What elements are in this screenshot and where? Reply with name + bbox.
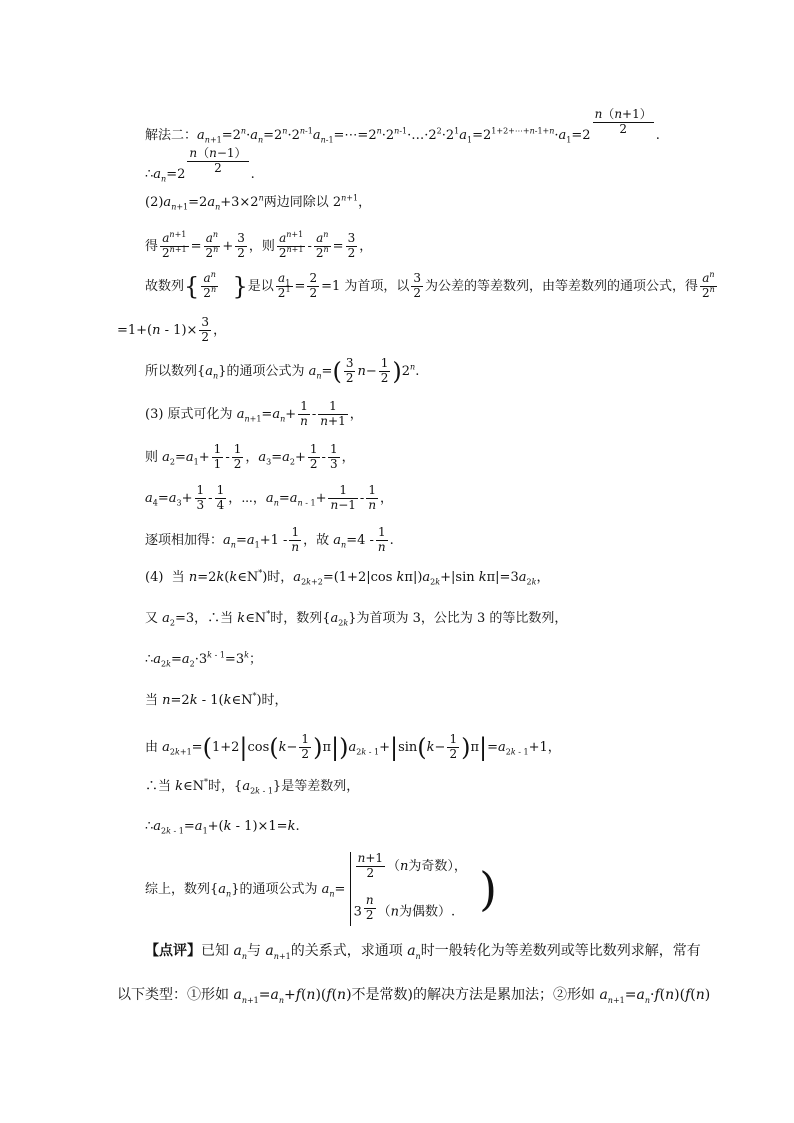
final-summary-line: 综上，数列$\{a_n\}$的通项公式为 $a_n=$ $\frac{n+1}{2}$ （n为奇数）， 3 $^{\frac{n}{2}}$ （n为偶数）. )	[145, 852, 497, 926]
telescoping-terms-line-2: $a_4=a_3+$ $\frac{1}{3}$ - $\frac{1}{4}$ ，⋯，$a_n=a_{n - 1}+$ $\frac{1}{n-1}$ - $\frac{1}{n}$ ，	[145, 483, 394, 512]
arithmetic-sequence-line: 故数列{ $\frac{a^n}{2^n}$ }是以 $\frac{a_1}{2^1}$ = $\frac{2}{2}$ =1 为首项，以 $\frac{3}{2}$ 为公差的等差数列，由等差数列的通项公式，得 $\frac{a^n}{2^n}$	[145, 270, 715, 301]
odd-term-result-line: $\therefore a_{2k - 1}=a_1+(k - 1)\times 1=k$.	[145, 819, 300, 836]
odd-recursion-line: 由 $a_{2k+1}=(1+2|\cos(k-$ $\frac{1}{2}$ )$\pi|)a_{2k - 1}+|\sin(k-$ $\frac{1}{2}$ )$\pi|=a_{2k - 1}+1$，	[145, 732, 561, 762]
general-term-line: =1+(n - 1)× $\frac{3}{2}$ ，	[117, 315, 227, 344]
part-two-result-line: 所以数列$\{a_n\}$的通项公式为 $a_n=$( $\frac{3}{2}$ n− $\frac{1}{2}$ )2$^n$.	[145, 356, 420, 386]
odd-arithmetic-line: ∴当 k∈N*时，$\{a_{2k - 1}\}$是等差数列，	[145, 777, 360, 796]
part-three-intro-line: (3) 原式可化为 $a_{n+1}=a_n+$ $\frac{1}{n}$ - $\frac{1}{n+1}$ ，	[145, 399, 363, 428]
part-four-even-line: (4) 当 n=2k(k∈N*)时，$a_{2k+2}=(1+2|\cos$ $k\pi|)a_{2k}+|\sin$ $k\pi|=3a_{2k}$，	[145, 568, 550, 587]
an-closed-form-line: $\therefore a_n=2$ $\frac{n(n-1)}{2}$ .	[145, 146, 255, 184]
part-two-intro-line: $(2)a_{n+1}=2a_n+3\times 2^n$两边同除以 $2^{n+1}$，	[145, 193, 372, 212]
even-term-result-line: $\therefore a_{2k}=a_2\cdot 3^{k - 1}=3^k$；	[145, 650, 262, 669]
telescoping-terms-line-1: 则 $a_2=a_1+$ $\frac{1}{1}$ - $\frac{1}{2}$ ，$a_3=a_2+$ $\frac{1}{2}$ - $\frac{1}{3}$ ，	[145, 442, 355, 471]
comment-line: 【点评】已知 $a_n$与 $a_{n+1}$的关系式，求通项 $a_n$时一般转化为等差数列或等比数列求解，常有	[145, 943, 701, 961]
divided-equation-line: 得 $\frac{a^{n+1}}{2^{n+1}}$ = $\frac{a^n}{2^n}$ + $\frac{3}{2}$ ，则 $\frac{a^{n+1}}{2^{n+1}}$ - $\frac{a^n}{2^n}$ = $\frac{3}{2}$ ，	[145, 230, 373, 260]
geometric-sequence-line: 又 $a_2=3$，∴当 k∈N*时，数列$\{a_{2k}\}$为首项为 3，公比为 3 的等比数列，	[145, 609, 568, 628]
solution-method-two-line: 解法二：$a_{n+1}=2^n\cdot a_n=2^n\cdot 2^{n-1}a_{n-1}=\cdots=2^n\cdot 2^{n-1}\cdot\dots\cdot 2^2\cdot 2^1a_1=2^{1+2+\cdots+n-1+n}\cdot a_1=2$ $\frac{n(n+1)}{2}$ .	[145, 107, 660, 145]
sum-result-line: 逐项相加得：$a_n=a_1+1$ - $\frac{1}{n}$ ，故 $a_n=4$ - $\frac{1}{n}$ .	[145, 525, 394, 554]
comment-types-line: 以下类型：①形如 $a_{n+1}=a_n+f(n)(f(n)$不是常数)的解决方法是累加法；②形如 $a_{n+1}=a_n\cdot f(n)(f(n)$	[117, 987, 711, 1005]
part-four-odd-line: 当 n=2k - 1(k∈N*)时，	[145, 691, 288, 708]
